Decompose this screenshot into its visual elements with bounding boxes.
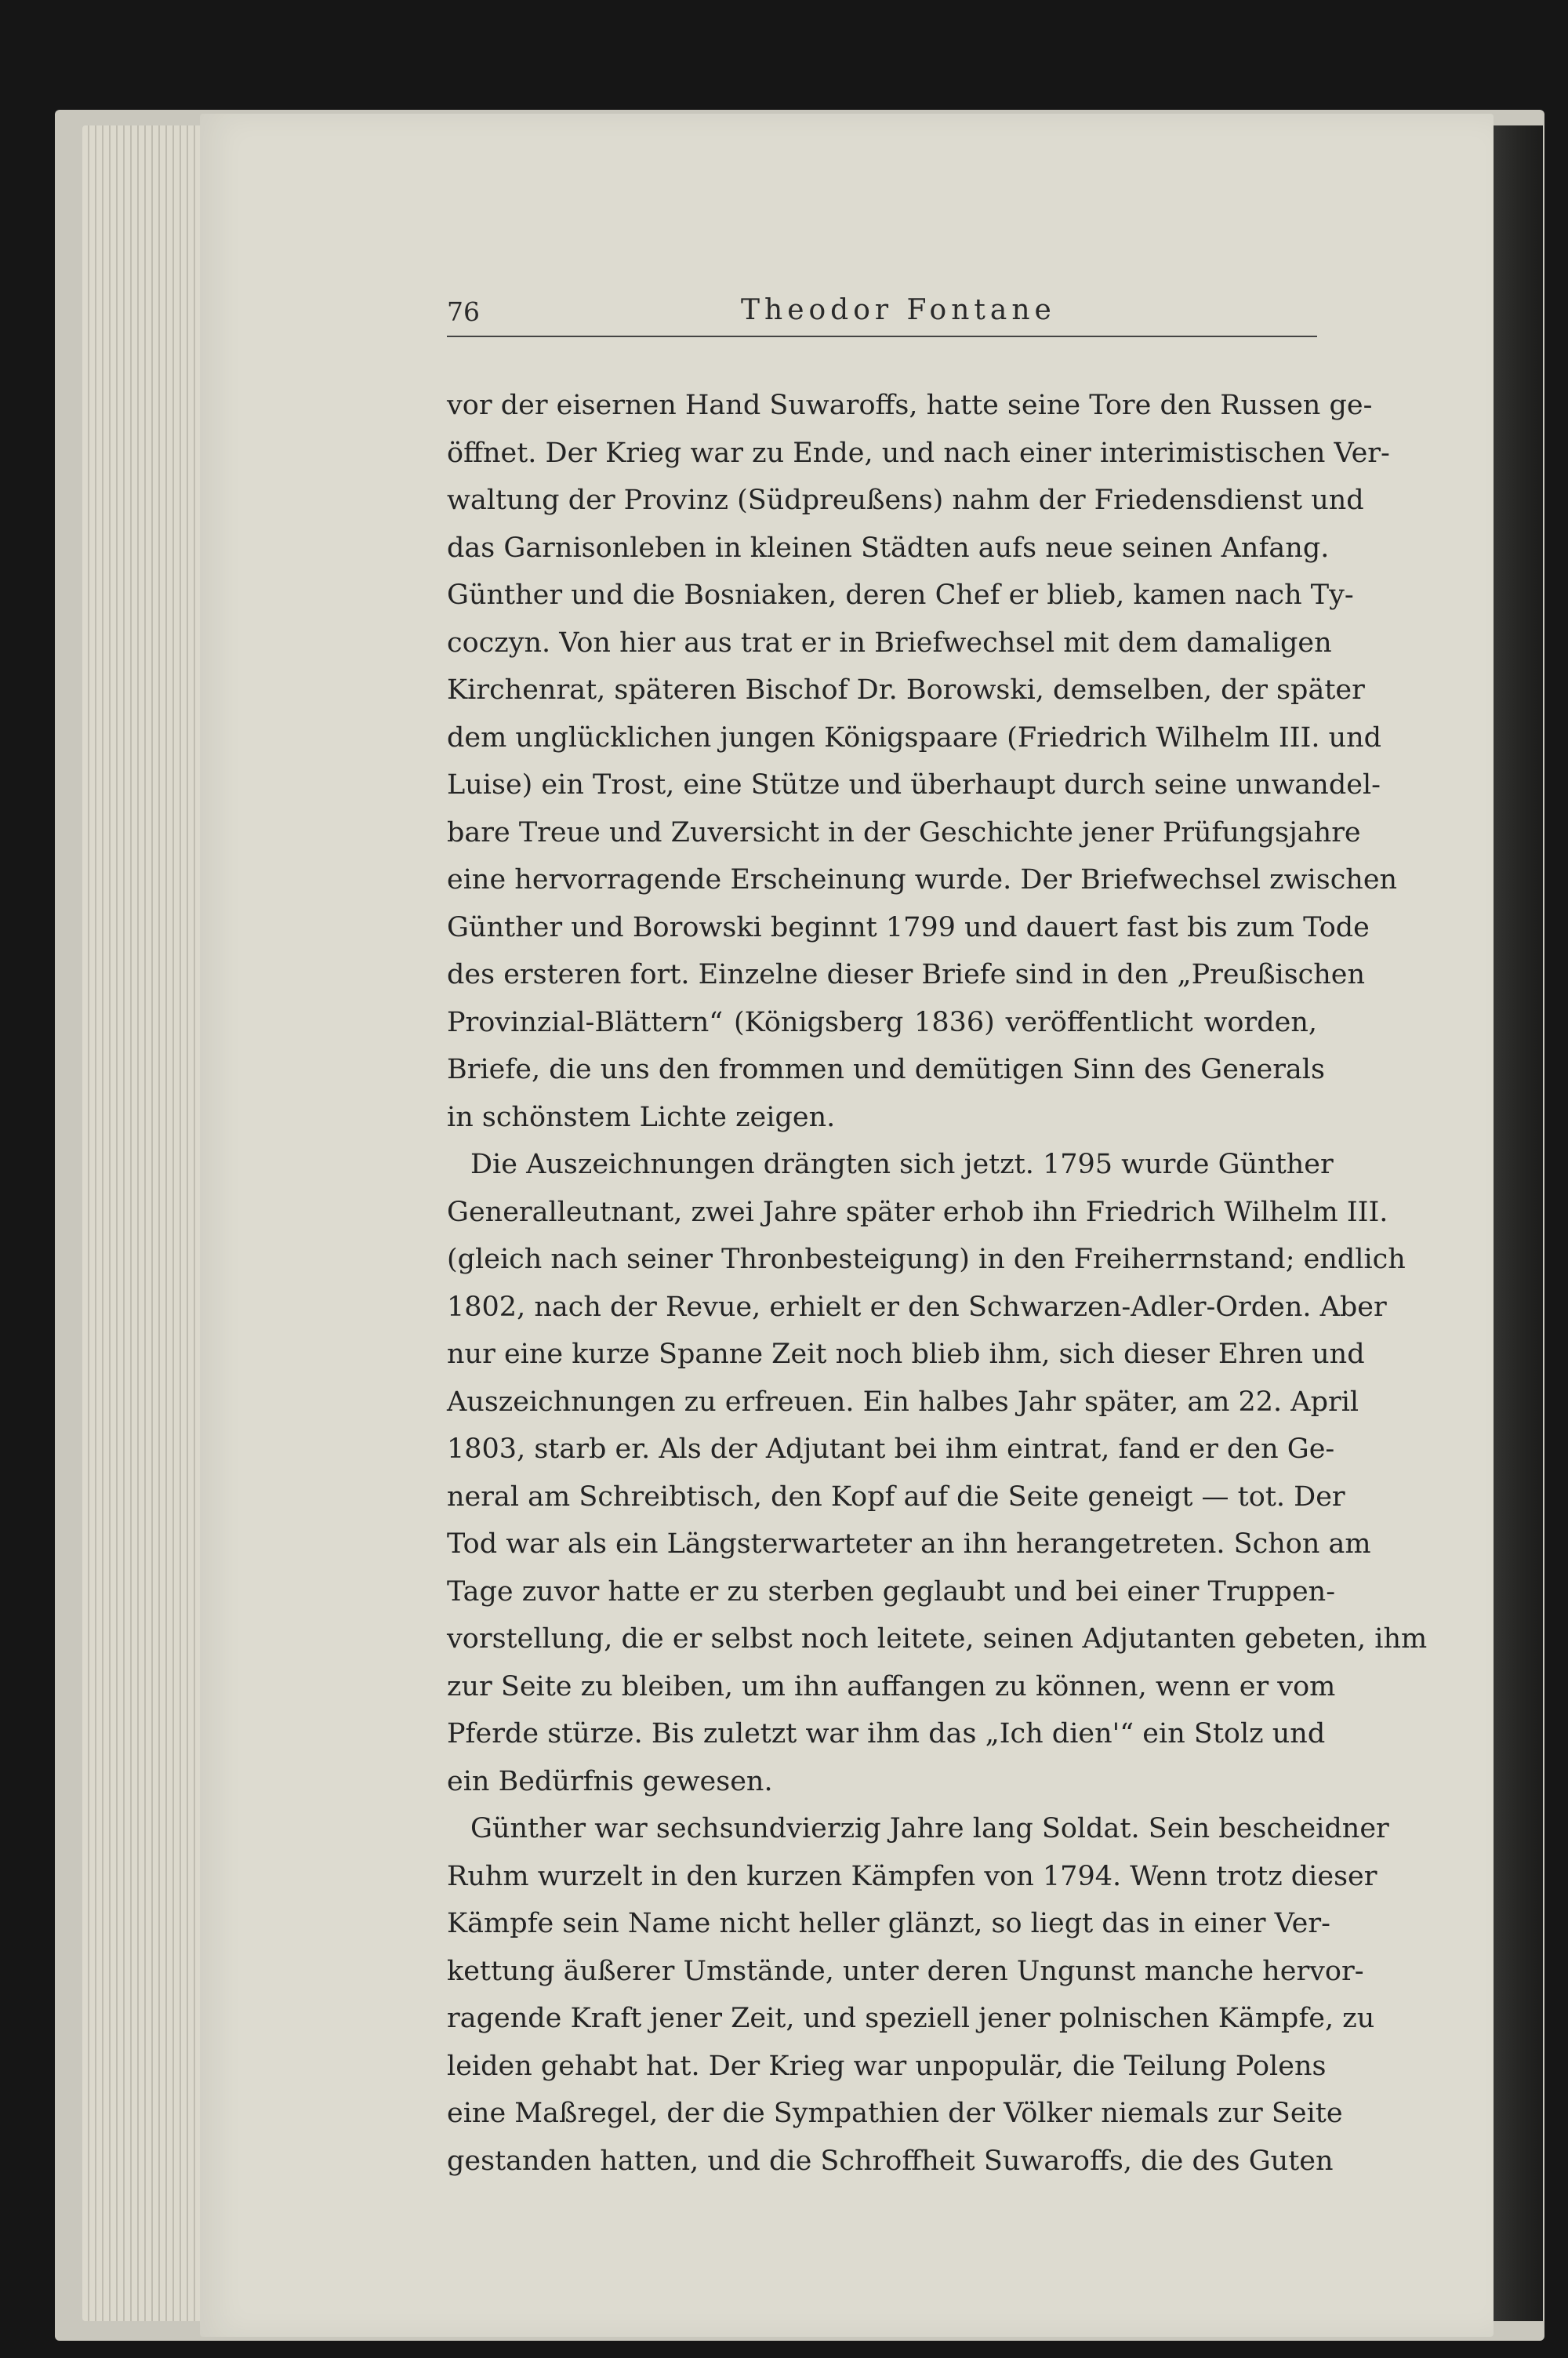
text-line: gestanden hatten, und die Schroffheit Suwaroffs, die des Guten bbox=[447, 2145, 1334, 2177]
text-line: coczyn. Von hier aus trat er in Briefwechsel mit dem damaligen bbox=[447, 627, 1332, 659]
text-line: eine Maßregel, der die Sympathien der Völker niemals zur Seite bbox=[447, 2098, 1343, 2129]
page-number: 76 bbox=[447, 296, 480, 327]
text-line: Provinzial-Blättern“ (Königsberg 1836) veröffentlicht worden, bbox=[447, 1006, 1317, 1038]
text-line: Auszeichnungen zu erfreuen. Ein halbes Jahr später, am 22. April bbox=[447, 1386, 1359, 1418]
text-line: Günther und die Bosniaken, deren Chef er blieb, kamen nach Ty- bbox=[447, 580, 1354, 611]
text-line: Generalleutnant, zwei Jahre später erhob ihn Friedrich Wilhelm III. bbox=[447, 1196, 1388, 1228]
text-line: ragende Kraft jener Zeit, und speziell jener polnischen Kämpfe, zu bbox=[447, 2003, 1375, 2034]
text-line: waltung der Provinz (Südpreußens) nahm der Friedensdienst und bbox=[447, 485, 1364, 516]
text-line: des ersteren fort. Einzelne dieser Briefe sind in den „Preußischen bbox=[447, 959, 1366, 990]
text-line: vorstellung, die er selbst noch leitete, seinen Adjutanten gebeten, ihm bbox=[447, 1623, 1428, 1655]
text-line: Pferde stürze. Bis zuletzt war ihm das „Ich dien'“ ein Stolz und bbox=[447, 1718, 1326, 1749]
text-line: Tage zuvor hatte er zu sterben geglaubt und bei einer Truppen- bbox=[447, 1575, 1336, 1608]
text-line: Günther war sechsundvierzig Jahre lang Soldat. Sein bescheidner bbox=[470, 1813, 1389, 1844]
text-line: neral am Schreibtisch, den Kopf auf die Seite geneigt — tot. Der bbox=[447, 1481, 1345, 1513]
text-line: Günther und Borowski beginnt 1799 und dauert fast bis zum Tode bbox=[447, 911, 1370, 943]
text-line: 1802, nach der Revue, erhielt er den Schwarzen-Adler-Orden. Aber bbox=[447, 1291, 1387, 1323]
running-head: Theodor Fontane bbox=[741, 294, 1056, 326]
text-line: ein Bedürfnis gewesen. bbox=[447, 1765, 773, 1797]
text-line: kettung äußerer Umstände, unter deren Ungunst manche hervor- bbox=[447, 1955, 1364, 1987]
text-line: Briefe, die uns den frommen und demütigen Sinn des Generals bbox=[447, 1054, 1325, 1085]
text-line: öffnet. Der Krieg war zu Ende, und nach einer interimistischen Ver- bbox=[447, 437, 1390, 469]
text-line: 1803, starb er. Als der Adjutant bei ihm eintrat, fand er den Ge- bbox=[447, 1433, 1335, 1465]
header-rule bbox=[447, 336, 1317, 337]
text-line: Kirchenrat, späteren Bischof Dr. Borowski, demselben, der später bbox=[447, 674, 1365, 706]
text-line: zur Seite zu bleiben, um ihn auffangen zu können, wenn er vom bbox=[447, 1670, 1336, 1702]
text-line: vor der eisernen Hand Suwaroffs, hatte seine Tore den Russen ge- bbox=[447, 390, 1373, 421]
text-line: Kämpfe sein Name nicht heller glänzt, so liegt das in einer Ver- bbox=[447, 1908, 1330, 1939]
text-line: in schönstem Lichte zeigen. bbox=[447, 1101, 836, 1133]
text-line: Ruhm wurzelt in den kurzen Kämpfen von 1794. Wenn trotz dieser bbox=[447, 1860, 1377, 1892]
body-text bbox=[447, 382, 1428, 2185]
text-line: Tod war als ein Längsterwarteter an ihn herangetreten. Schon am bbox=[447, 1528, 1371, 1560]
text-line: (gleich nach seiner Thronbesteigung) in den Freiherrnstand; endlich bbox=[447, 1244, 1406, 1275]
text-line: Die Auszeichnungen drängten sich jetzt. 1795 wurde Günther bbox=[470, 1149, 1334, 1180]
text-line: Luise) ein Trost, eine Stütze und überhaupt durch seine unwandel- bbox=[447, 769, 1381, 801]
text-line: dem unglücklichen jungen Königspaare (Friedrich Wilhelm III. und bbox=[447, 721, 1382, 754]
text-line: bare Treue und Zuversicht in der Geschichte jener Prüfungsjahre bbox=[447, 816, 1361, 848]
text-line: das Garnisonleben in kleinen Städten aufs neue seinen Anfang. bbox=[447, 532, 1330, 564]
text-line: eine hervorragende Erscheinung wurde. Der Briefwechsel zwischen bbox=[447, 864, 1398, 896]
text-line: leiden gehabt hat. Der Krieg war unpopulär, die Teilung Polens bbox=[447, 2050, 1327, 2082]
text-line: nur eine kurze Spanne Zeit noch blieb ihm, sich dieser Ehren und bbox=[447, 1339, 1365, 1370]
